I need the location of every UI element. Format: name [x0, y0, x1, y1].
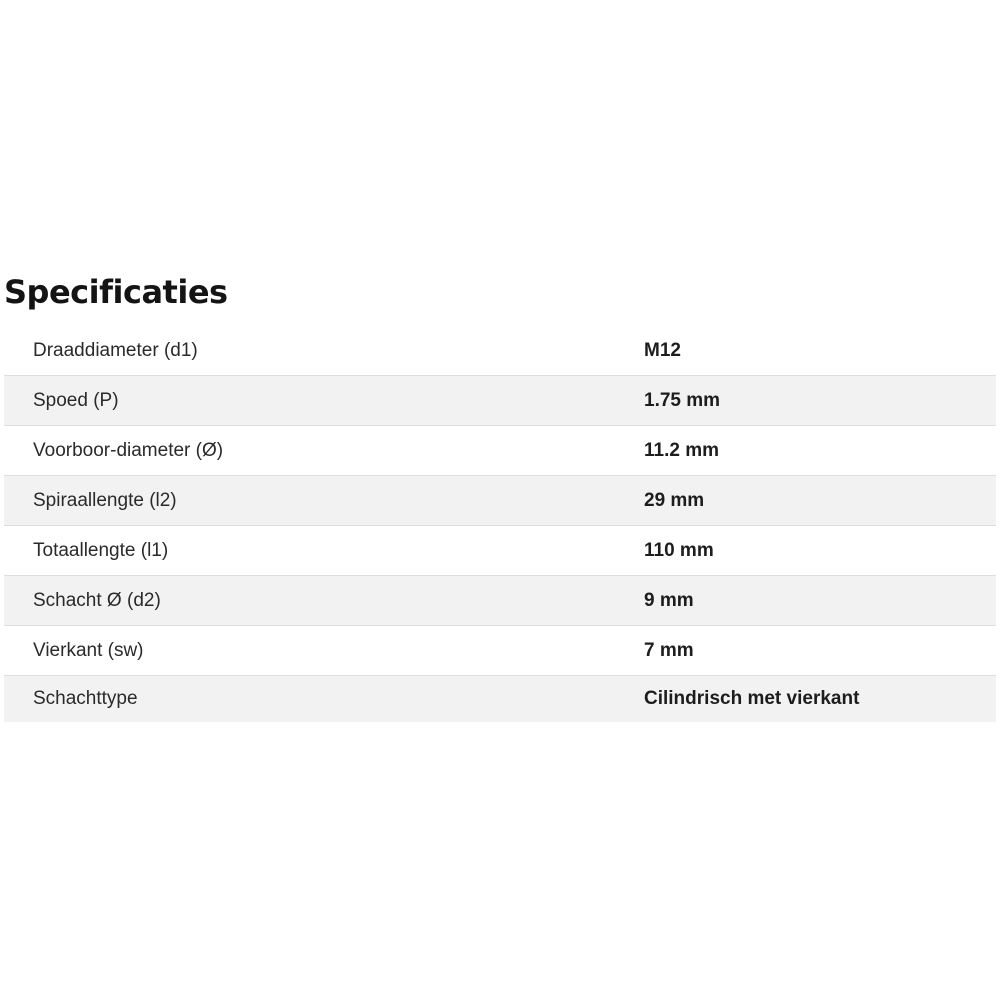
spec-label: Vierkant (sw) [4, 626, 644, 676]
table-row [4, 526, 996, 576]
spec-label: Schacht Ø (d2) [4, 576, 644, 626]
table-row [4, 476, 996, 526]
spec-label: Schachttype [4, 676, 644, 723]
table-row [4, 576, 996, 626]
specifications-section [4, 262, 996, 722]
spec-value: 1.75 mm [644, 376, 996, 426]
table-row [4, 326, 996, 376]
spec-label: Spoed (P) [4, 376, 644, 426]
spec-value: 9 mm [644, 576, 996, 626]
spec-label: Spiraallengte (l2) [4, 476, 644, 526]
table-row [4, 626, 996, 676]
spec-value: 110 mm [644, 526, 996, 576]
spec-value: 29 mm [644, 476, 996, 526]
spec-value: 11.2 mm [644, 426, 996, 476]
spec-label: Totaallengte (l1) [4, 526, 644, 576]
table-row [4, 376, 996, 426]
spec-label: Voorboor-diameter (Ø) [4, 426, 644, 476]
spec-label: Draaddiameter (d1) [4, 326, 644, 376]
spec-value: Cilindrisch met vierkant [644, 676, 996, 723]
spec-value: 7 mm [644, 626, 996, 676]
specifications-table [4, 326, 996, 722]
section-title: Specificaties [4, 273, 228, 311]
table-row [4, 426, 996, 476]
table-row [4, 676, 996, 723]
spec-value: M12 [644, 326, 996, 376]
